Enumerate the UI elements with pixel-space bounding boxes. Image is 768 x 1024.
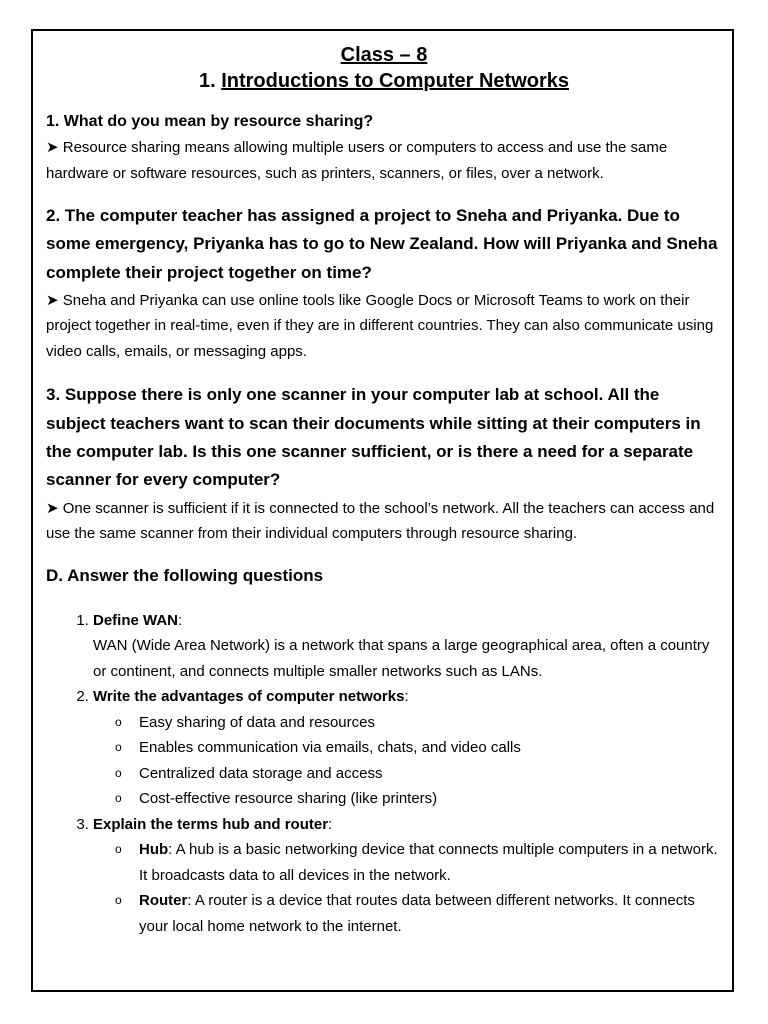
- chapter-heading: [46, 68, 722, 94]
- item-term: Define WAN: [93, 611, 179, 629]
- list-item-hub-router: [93, 812, 722, 940]
- router-definition: [115, 888, 722, 939]
- answer-1-text: Resource sharing means allowing multiple users or computers to access and use the same hardware or software resources, such as printers, scanners, or files, over a network.: [46, 139, 668, 182]
- class-label: Class – 8: [340, 44, 428, 66]
- advantages-list: [93, 710, 722, 812]
- answer-3-text: One scanner is sufficient if it is connected to the school’s network. All the teachers can access and use the same scanner from their individual computers through resource sharing.: [46, 499, 715, 543]
- list-item: o Easy sharing of data and resources: [115, 710, 722, 736]
- router-text: : A router is a device that routes data between different networks. It connects your local home network to the internet.: [139, 892, 695, 935]
- list-item: o Enables communication via emails, chats, and video calls: [115, 735, 722, 761]
- question-2: 2. The computer teacher has assigned a project to Sneha and Priyanka. Due to some emergency, Priyanka has to go to New Zealand. How will Priyanka and Sneha complete their project together on time?: [46, 206, 718, 282]
- arrow-icon: ➤: [46, 291, 59, 309]
- item-term: Explain the terms hub and router: [93, 815, 329, 833]
- hub-term: Hub: [139, 841, 169, 859]
- question-block-3: [46, 381, 722, 546]
- list-item: o Cost-effective resource sharing (like printers): [115, 786, 722, 812]
- question-3: 3. Suppose there is only one scanner in your computer lab at school. All the subject teachers want to scan their documents while sitting at their computers in the computer lab. Is this one scanner sufficient, or is there a need for a separate scanner for every computer?: [46, 385, 701, 490]
- list-item-advantages: [93, 684, 722, 812]
- answer-2-text: Sneha and Priyanka can use online tools like Google Docs or Microsoft Teams to work on their project together in real-time, even if they are in different countries. They can also communicate using video calls, emails, or messaging apps.: [46, 291, 714, 360]
- question-block-2: [46, 202, 722, 364]
- section-d-list: [46, 608, 722, 940]
- router-term: Router: [139, 892, 188, 910]
- hub-definition: [115, 837, 722, 888]
- question-1: 1. What do you mean by resource sharing?: [46, 113, 374, 130]
- arrow-icon: ➤: [46, 139, 59, 156]
- section-d-heading: D. Answer the following questions: [46, 565, 324, 585]
- hub-text: : A hub is a basic networking device that connects multiple computers in a network. It broadcasts data to all devices in the network.: [139, 841, 718, 884]
- answer-3: [46, 496, 722, 547]
- item-colon: :: [178, 611, 183, 629]
- item-colon: :: [328, 815, 333, 833]
- definitions-list: [93, 837, 722, 939]
- list-item-define-wan: [93, 608, 722, 685]
- item-term: Write the advantages of computer networks: [93, 688, 405, 706]
- chapter-number: 1.: [198, 70, 216, 92]
- list-item: o Centralized data storage and access: [115, 761, 722, 787]
- arrow-icon: ➤: [46, 499, 59, 517]
- wan-definition: WAN (Wide Area Network) is a network that spans a large geographical area, often a country or continent, and connects multiple smaller networks such as LANs.: [93, 637, 710, 680]
- item-colon: :: [404, 688, 409, 706]
- class-heading: [46, 42, 722, 68]
- answer-1: [46, 135, 722, 186]
- chapter-title: Introductions to Computer Networks: [221, 70, 570, 92]
- answer-2: [46, 288, 722, 365]
- document-body: [46, 42, 722, 939]
